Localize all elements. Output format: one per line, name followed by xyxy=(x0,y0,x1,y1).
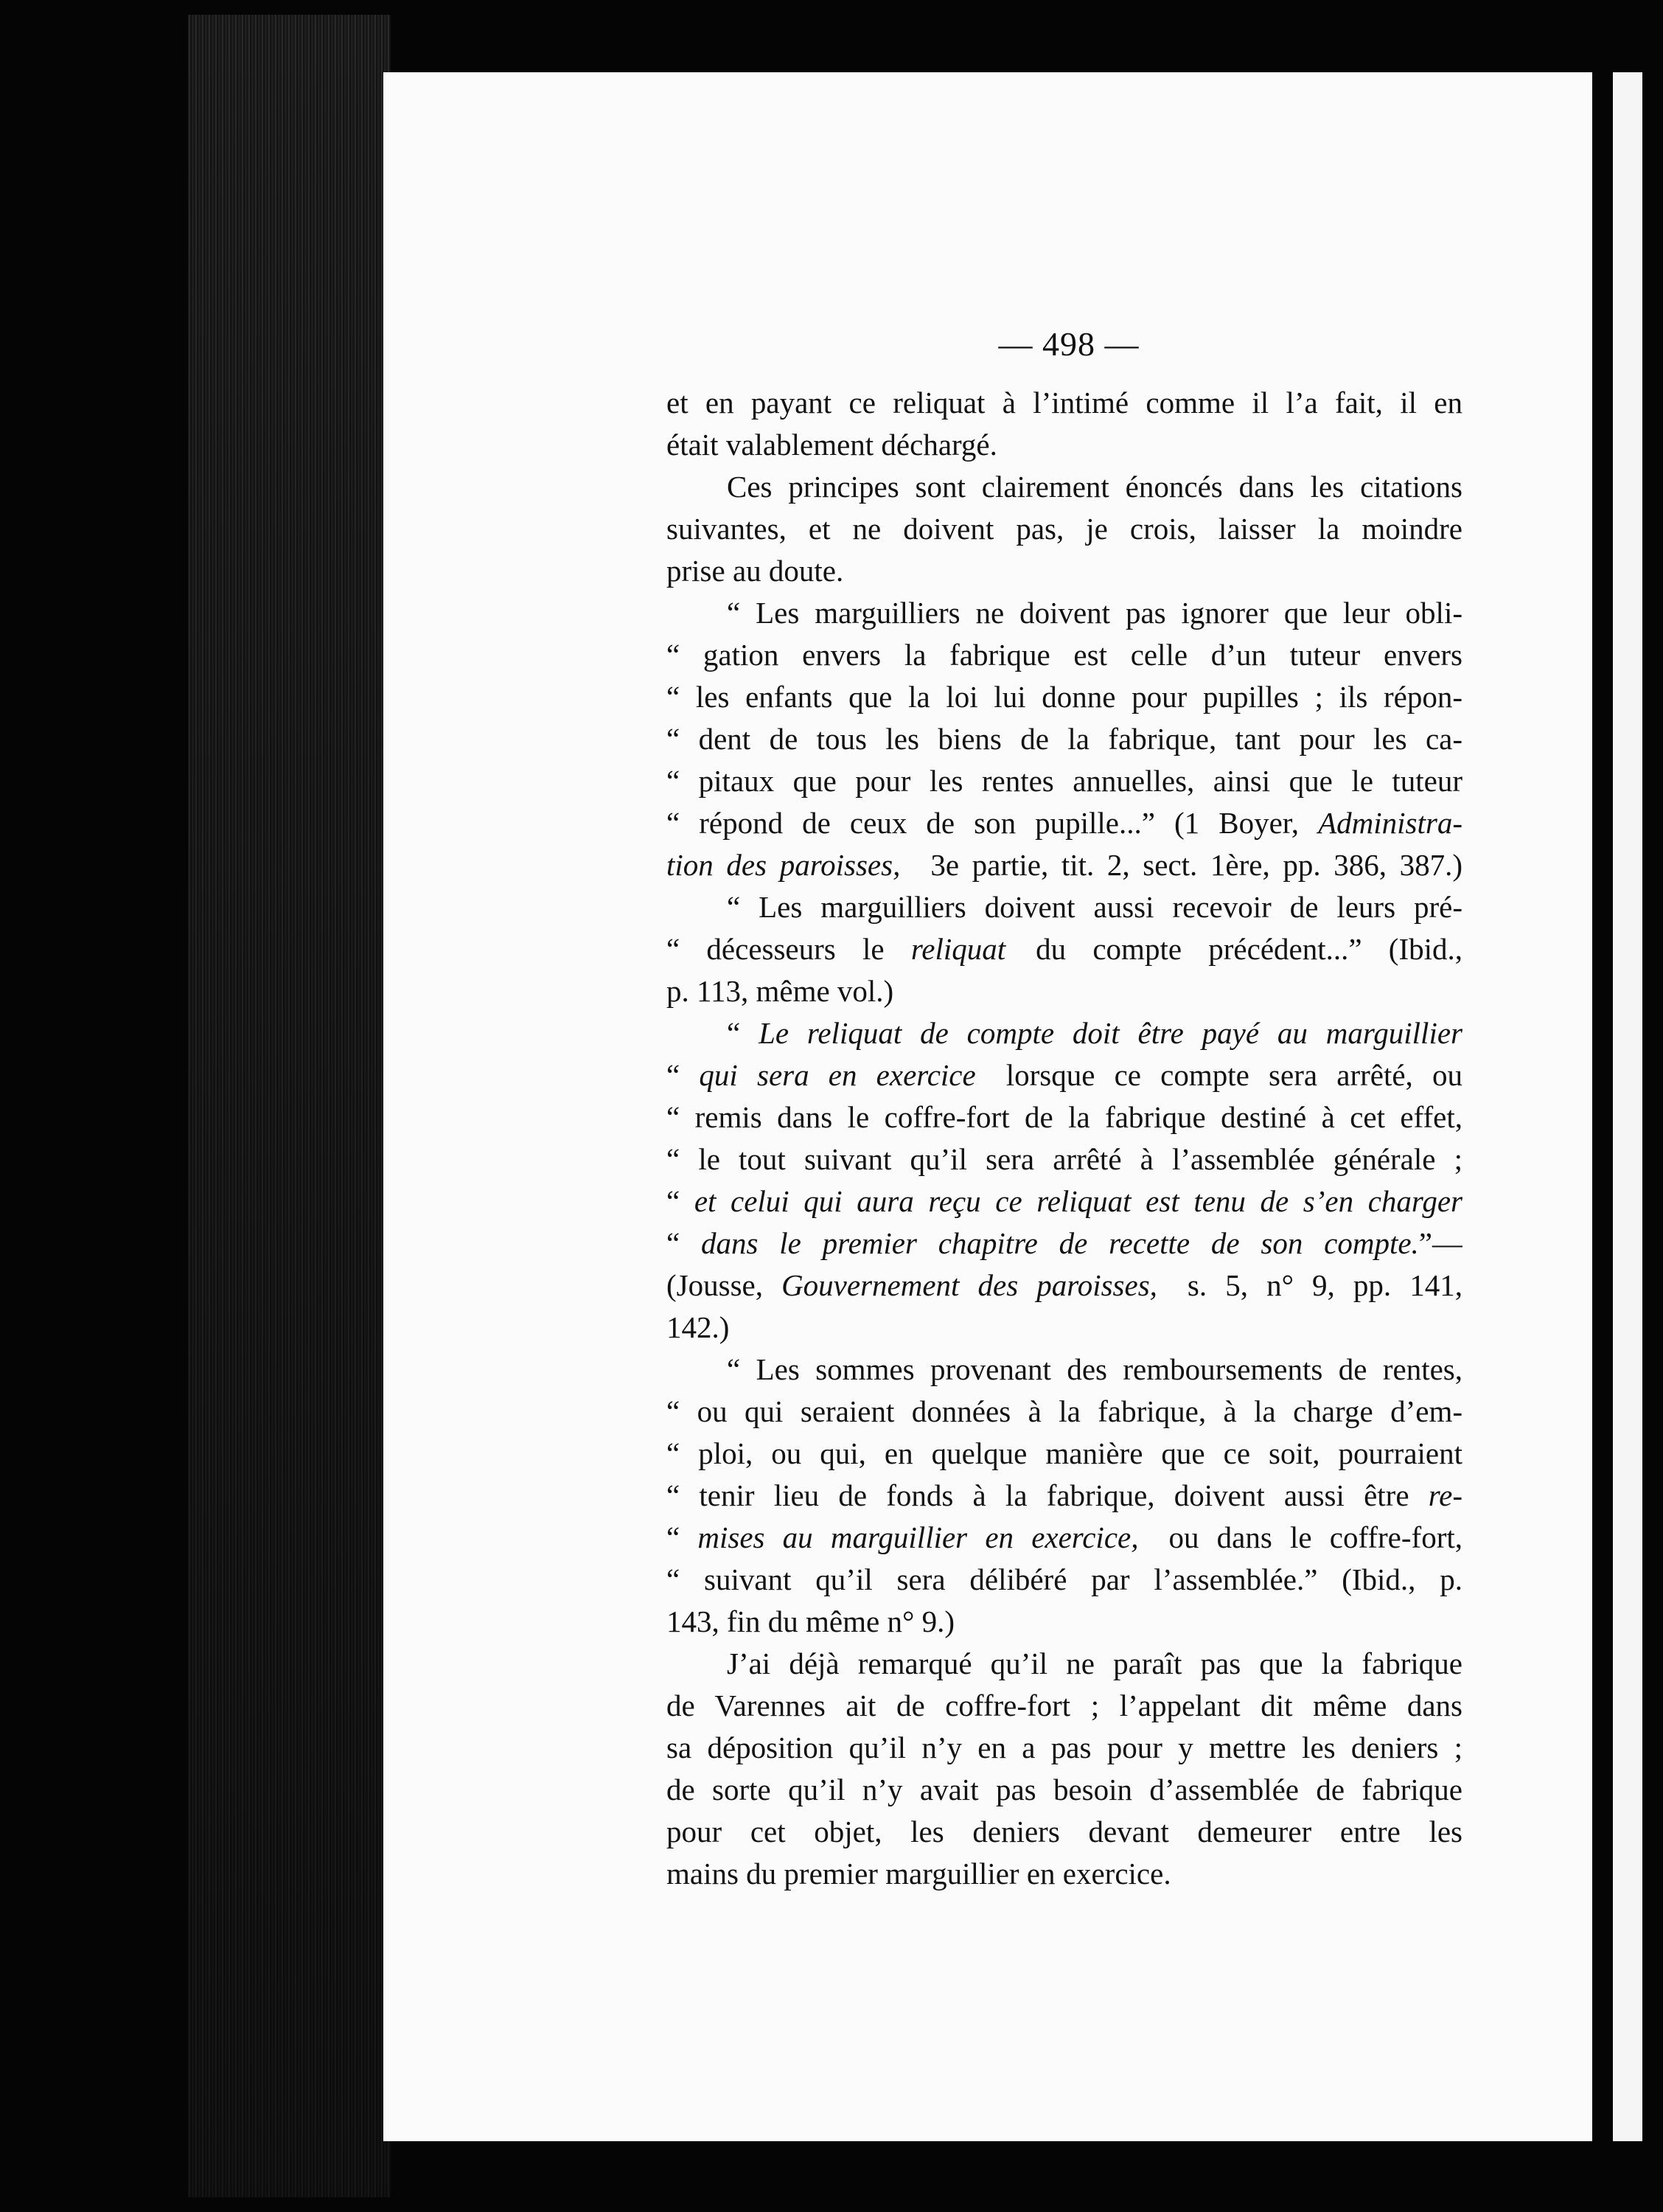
text-line xyxy=(666,1517,1462,1559)
next-page-edge xyxy=(1613,72,1642,2141)
text-line xyxy=(666,466,1462,508)
text-span: (Jousse, xyxy=(666,1268,782,1302)
text-span: “ Les marguilliers doivent aussi recevoir de leurs pré- xyxy=(666,890,1462,924)
text-line xyxy=(666,592,1462,634)
text-line xyxy=(666,1265,1462,1307)
text-line xyxy=(666,382,1462,424)
text-line xyxy=(666,1601,1462,1643)
text-line xyxy=(666,1391,1462,1433)
text-line xyxy=(666,760,1462,802)
text-line xyxy=(666,1433,1462,1475)
text-span: “ pitaux que pour les rentes annuelles, ainsi que le tuteur xyxy=(666,764,1462,798)
text-span: “ répond de ceux de son pupille...” (1 Boyer, xyxy=(666,806,1319,840)
text-span: mains du premier marguillier en exercice. xyxy=(666,1857,1171,1891)
italic-text: et celui qui aura reçu ce reliquat est tenu de s’en charger xyxy=(694,1184,1462,1218)
text-span: “ le tout suivant qu’il sera arrêté à l’assemblée générale ; xyxy=(666,1142,1462,1176)
page-number: — 498 — xyxy=(998,325,1140,363)
text-span: “ suivant qu’il sera délibéré par l’assemblée.” (Ibid., p. xyxy=(666,1562,1462,1596)
text-line xyxy=(666,1475,1462,1517)
text-span: prise au doute. xyxy=(666,554,844,588)
text-span: de sorte qu’il n’y avait pas besoin d’assemblée de fabrique xyxy=(666,1773,1462,1806)
text-span: “ tenir lieu de fonds à la fabrique, doivent aussi être xyxy=(666,1478,1429,1512)
text-span: “ ou qui seraient données à la fabrique, à la charge d’em- xyxy=(666,1394,1462,1428)
text-span: “ décesseurs le xyxy=(666,932,911,966)
text-span: “ dent de tous les biens de la fabrique, tant pour les ca- xyxy=(666,722,1462,756)
text-line xyxy=(666,1307,1462,1349)
text-line xyxy=(666,1012,1462,1054)
text-span: Ces principes sont clairement énoncés dans les citations xyxy=(666,470,1462,504)
text-span: pour cet objet, les deniers devant demeurer entre les xyxy=(666,1815,1462,1848)
text-span: ”— xyxy=(1418,1226,1462,1260)
text-line xyxy=(666,1180,1462,1222)
text-line xyxy=(666,802,1462,844)
text-line xyxy=(666,424,1462,466)
text-span: “ les enfants que la loi lui donne pour pupilles ; ils répon- xyxy=(666,680,1462,714)
text-span: 142.) xyxy=(666,1310,730,1344)
text-line xyxy=(666,1138,1462,1180)
text-line xyxy=(666,508,1462,550)
text-span: ou dans le coffre-fort, xyxy=(1138,1520,1462,1554)
italic-text: mises au marguillier en exercice, xyxy=(697,1520,1139,1554)
text-span: J’ai déjà remarqué qu’il ne paraît pas que la fabrique xyxy=(666,1646,1462,1680)
text-line xyxy=(666,1811,1462,1853)
text-span: “ Les sommes provenant des remboursements de rentes, xyxy=(666,1352,1462,1386)
text-span: “ Les marguilliers ne doivent pas ignorer que leur obli- xyxy=(666,596,1462,630)
text-line xyxy=(666,634,1462,676)
text-span: suivantes, et ne doivent pas, je crois, laisser la moindre xyxy=(666,512,1462,546)
text-line xyxy=(666,1727,1462,1769)
text-span: de Varennes ait de coffre-fort ; l’appelant dit même dans xyxy=(666,1688,1462,1722)
text-line xyxy=(666,1769,1462,1811)
text-span: 3e partie, tit. 2, sect. 1ère, pp. 386, 387.) xyxy=(900,848,1462,882)
text-span: “ xyxy=(666,1184,694,1218)
text-line xyxy=(666,1096,1462,1138)
text-span: du compte précédent...” (Ibid., xyxy=(1005,932,1462,966)
text-span: lorsque ce compte sera arrêté, ou xyxy=(975,1058,1462,1092)
text-span: 143, fin du même n° 9.) xyxy=(666,1604,955,1638)
text-line xyxy=(666,1685,1462,1727)
text-span: “ gation envers la fabrique est celle d’un tuteur envers xyxy=(666,638,1462,672)
italic-text: Le reliquat de compte doit être payé au marguillier xyxy=(759,1016,1462,1050)
text-line xyxy=(666,928,1462,970)
body-text xyxy=(666,382,1462,1895)
text-span: s. 5, n° 9, pp. 141, xyxy=(1157,1268,1462,1302)
text-line xyxy=(666,844,1462,886)
text-span: et en payant ce reliquat à l’intimé comme il l’a fait, il en xyxy=(666,386,1462,420)
page-edge-shadow xyxy=(188,15,391,2197)
text-span: “ xyxy=(666,1520,698,1554)
italic-text: Administra- xyxy=(1318,806,1462,840)
text-line xyxy=(666,1643,1462,1685)
italic-text: qui sera en exercice xyxy=(699,1058,976,1092)
text-span: “ ploi, ou qui, en quelque manière que ce soit, pourraient xyxy=(666,1436,1462,1470)
text-line xyxy=(666,1222,1462,1265)
italic-text: Gouvernement des paroisses, xyxy=(781,1268,1157,1302)
text-line xyxy=(666,1349,1462,1391)
italic-text: dans le premier chapitre de recette de son compte. xyxy=(701,1226,1419,1260)
italic-text: reliquat xyxy=(910,932,1006,966)
text-span: “ xyxy=(666,1016,759,1050)
text-line xyxy=(666,1054,1462,1096)
text-span: “ remis dans le coffre-fort de la fabrique destiné à cet effet, xyxy=(666,1100,1462,1134)
text-line xyxy=(666,718,1462,760)
text-line xyxy=(666,886,1462,928)
italic-text: tion des paroisses, xyxy=(666,848,901,882)
text-span: “ xyxy=(666,1058,700,1092)
text-line xyxy=(666,550,1462,592)
italic-text: re- xyxy=(1428,1478,1462,1512)
text-span: p. 113, même vol.) xyxy=(666,974,894,1008)
text-span: “ xyxy=(666,1226,701,1260)
text-line xyxy=(666,676,1462,718)
text-line xyxy=(666,1559,1462,1601)
text-line xyxy=(666,1853,1462,1895)
text-line xyxy=(666,970,1462,1012)
text-span: sa déposition qu’il n’y en a pas pour y mettre les deniers ; xyxy=(666,1731,1462,1764)
text-span: était valablement déchargé. xyxy=(666,428,997,462)
